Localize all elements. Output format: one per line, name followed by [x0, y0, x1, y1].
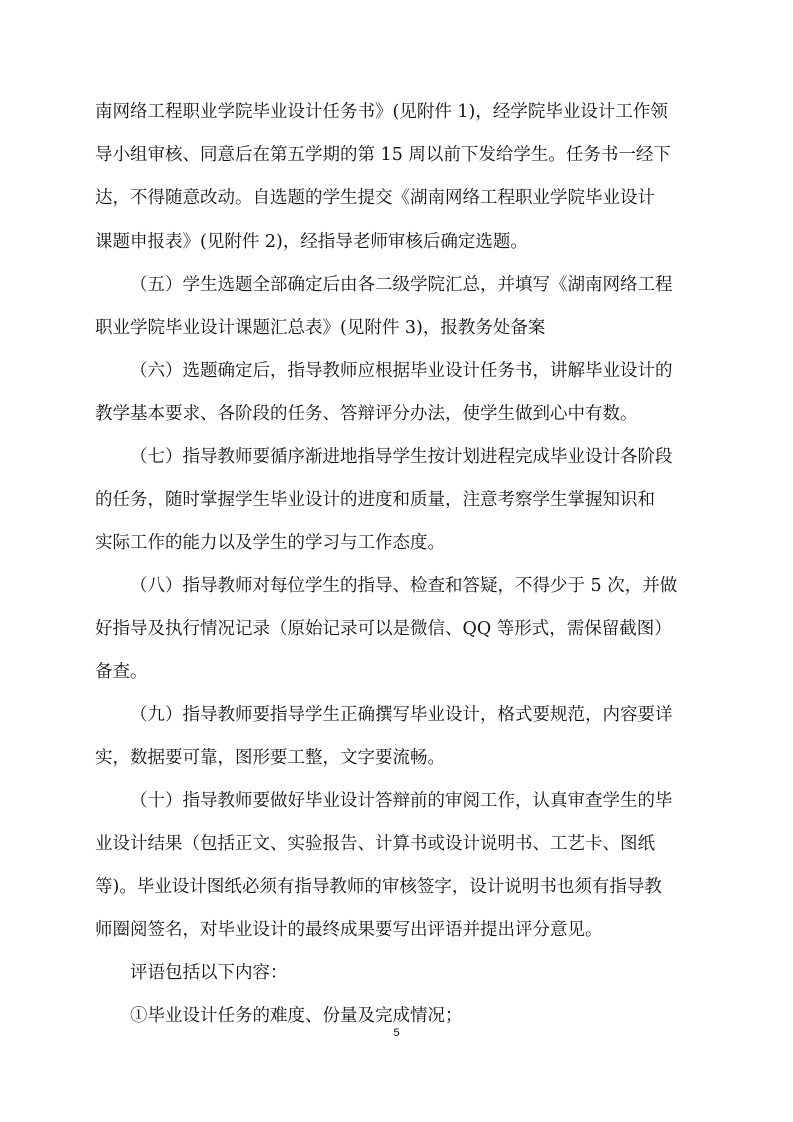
text-line: 等)。毕业设计图纸必须有指导教师的审核签字，设计说明书也须有指导教	[95, 877, 662, 897]
text-line: 课题申报表》(见附件 2)，经指导老师审核后确定选题。	[95, 232, 528, 252]
text-line: 实，数据要可靠，图形要工整，文字要流畅。	[95, 748, 445, 768]
text-line: 职业学院毕业设计课题汇总表》(见附件 3)，报教务处备案	[95, 318, 546, 338]
text-line: 实际工作的能力以及学生的学习与工作态度。	[95, 533, 445, 553]
text-line: 的任务，随时掌握学生毕业设计的进度和质量，注意考察学生掌握知识和	[95, 490, 655, 510]
text-line: 业设计结果（包括正文、实验报告、计算书或设计说明书、工艺卡、图纸	[95, 834, 655, 854]
text-line: （九）指导教师要指导学生正确撰写毕业设计，格式要规范，内容要详	[130, 705, 673, 725]
text-line: 达，不得随意改动。自选题的学生提交《湖南网络工程职业学院毕业设计	[95, 188, 655, 208]
text-line: ①毕业设计任务的难度、份量及完成情况；	[130, 1006, 463, 1026]
page-number: 5	[393, 1027, 400, 1039]
text-line: （八）指导教师对每位学生的指导、检查和答疑，不得少于 5 次，并做	[130, 576, 678, 596]
text-line: 导小组审核、同意后在第五学期的第 15 周以前下发给学生。任务书一经下	[95, 145, 671, 165]
text-line: （七）指导教师要循序渐进地指导学生按计划进程完成毕业设计各阶段	[130, 447, 673, 467]
text-line: （六）选题确定后，指导教师应根据毕业设计任务书，讲解毕业设计的	[130, 361, 673, 381]
text-line: 评语包括以下内容：	[130, 963, 288, 983]
text-line: （五）学生选题全部确定后由各二级学院汇总，并填写《湖南网络工程	[130, 275, 673, 295]
text-line: 备查。	[95, 662, 148, 682]
text-line: 好指导及执行情况记录（原始记录可以是微信、QQ 等形式，需保留截图）	[95, 619, 672, 639]
text-line: （十）指导教师要做好毕业设计答辩前的审阅工作，认真审查学生的毕	[130, 791, 673, 811]
text-line: 师圈阅签名，对毕业设计的最终成果要写出评语并提出评分意见。	[95, 920, 603, 940]
text-line: 南网络工程职业学院毕业设计任务书》(见附件 1)，经学院毕业设计工作领	[95, 102, 668, 122]
text-line: 教学基本要求、各阶段的任务、答辩评分办法，使学生做到心中有数。	[95, 404, 638, 424]
